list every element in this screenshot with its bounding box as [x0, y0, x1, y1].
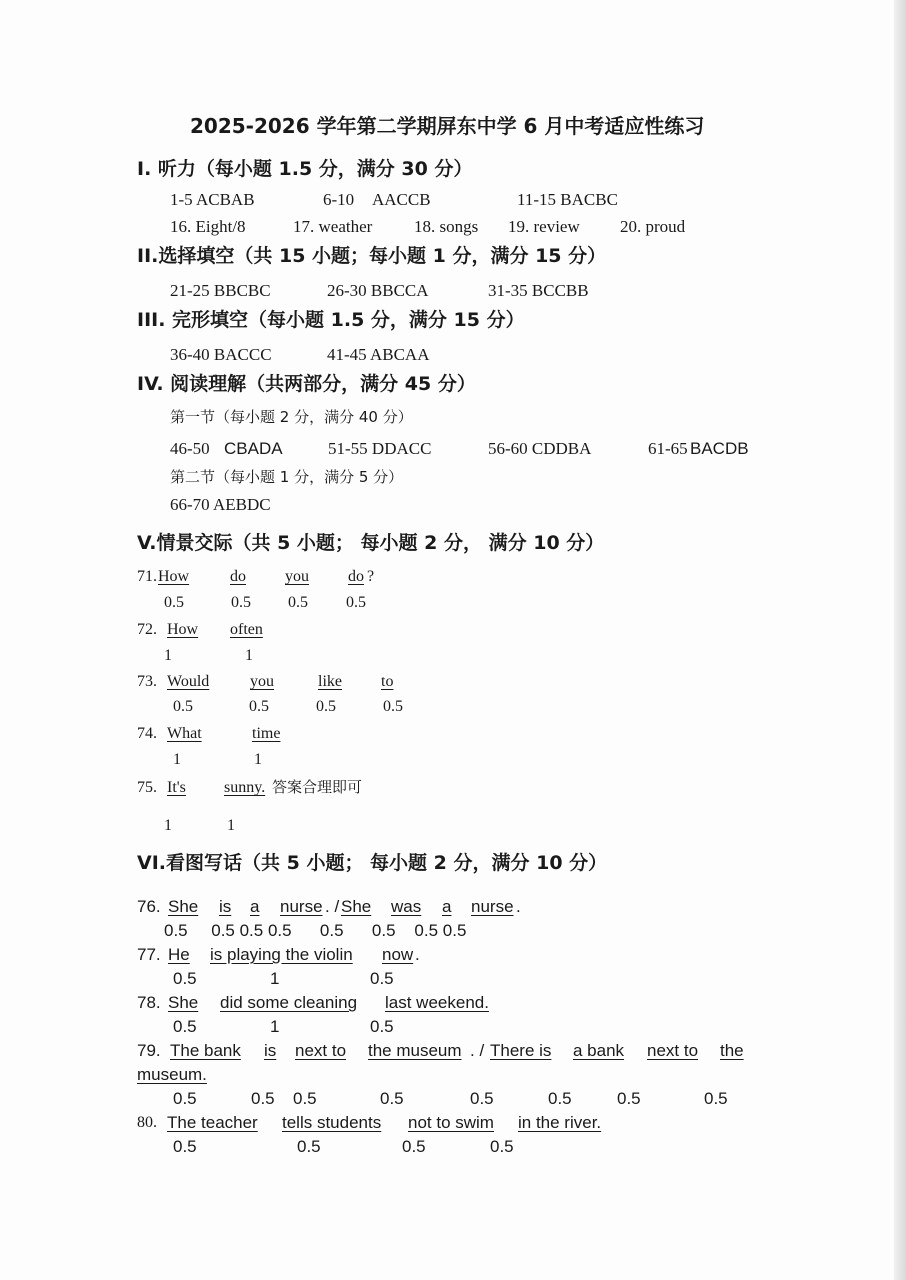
question-number: 75.: [137, 779, 157, 796]
section-5-heading: V.情景交际（共 5 小题； 每小题 2 分， 满分 10 分）: [137, 532, 605, 554]
answer-range: 66-70 AEBDC: [170, 495, 271, 514]
answer-range: 11-15 BACBC: [517, 190, 618, 209]
answer-word: you: [285, 568, 309, 585]
score: 0.5: [383, 698, 403, 715]
answer-word: next to: [295, 1041, 347, 1060]
score: 0.5: [173, 969, 197, 988]
score: 1: [173, 751, 181, 768]
answer-word: the museum: [368, 1041, 462, 1060]
answer-word: often: [230, 621, 263, 638]
answer-word: a bank: [573, 1041, 625, 1060]
punctuation: .: [516, 897, 521, 916]
answer-range: 6-10: [323, 190, 355, 209]
answer-word: a: [250, 897, 260, 916]
answer-range: 26-30 BBCCA: [327, 281, 429, 300]
answer-range: 61-65: [648, 439, 688, 458]
punctuation: ?: [367, 568, 375, 585]
question-number: 79.: [137, 1041, 161, 1060]
question-number: 73.: [137, 673, 157, 690]
score: 0.5: [293, 1089, 317, 1108]
answer-word: to: [381, 673, 394, 690]
score: 0.5: [288, 594, 308, 611]
answer-word: She: [168, 897, 199, 916]
answer-word: last weekend.: [385, 993, 489, 1012]
part-1-label: 第一节（每小题 2 分，满分 40 分）: [170, 408, 413, 426]
score: 1: [254, 751, 262, 768]
answer-word: museum.: [137, 1065, 207, 1084]
answer-word: How: [158, 568, 190, 585]
section-2-heading: II.选择填空（共 15 小题；每小题 1 分，满分 15 分）: [137, 245, 607, 267]
document-title: 2025-2026 学年第二学期屏东中学 6 月中考适应性练习: [190, 114, 705, 138]
answer-word: not to swim: [408, 1113, 494, 1132]
question-number: 71.: [137, 568, 157, 585]
answer-range: 56-60 CDDBA: [488, 439, 592, 458]
answer-word: is: [264, 1041, 277, 1060]
score: 0.5: [173, 1137, 197, 1156]
score: 0.5: [173, 1089, 197, 1108]
score: 0.5: [370, 969, 394, 988]
punctuation: .: [415, 945, 420, 964]
answer-word: next to: [647, 1041, 699, 1060]
answer-range: 51-55 DDACC: [328, 439, 432, 458]
answer-word: sunny.: [224, 779, 266, 796]
answer-word: time: [252, 725, 281, 742]
answer-word: tells students: [282, 1113, 382, 1132]
score: 0.5: [251, 1089, 275, 1108]
answer-word: do: [230, 568, 246, 585]
answer-word: It's: [167, 779, 186, 796]
question-number: 77.: [137, 945, 161, 964]
answer-range: 46-50: [170, 439, 210, 458]
score: 0.5: [316, 698, 336, 715]
score: 0.5: [231, 594, 251, 611]
answer-range: 31-35 BCCBB: [488, 281, 589, 300]
answer-word: There is: [490, 1041, 552, 1060]
part-2-label: 第二节（每小题 1 分，满分 5 分）: [170, 468, 404, 486]
answer-range: 41-45 ABCAA: [327, 345, 430, 364]
answer-word: now: [382, 945, 414, 964]
answer-word: The bank: [170, 1041, 241, 1060]
score: 0.5: [173, 698, 193, 715]
answer-range: AACCB: [372, 190, 431, 209]
answer-word: Would: [167, 673, 210, 690]
question-number: 78.: [137, 993, 161, 1012]
answer-word: like: [318, 673, 342, 690]
section-3-heading: III. 完形填空（每小题 1.5 分，满分 15 分）: [137, 309, 525, 331]
answer-word: is playing the violin: [210, 945, 353, 964]
score: 0.5: [346, 594, 366, 611]
score: 0.5: [617, 1089, 641, 1108]
score: 0.5: [249, 698, 269, 715]
score: 0.5: [704, 1089, 728, 1108]
answer-range: 21-25 BBCBC: [170, 281, 271, 300]
score: 1: [270, 969, 280, 988]
answer-word: was: [391, 897, 422, 916]
answer-word: nurse: [280, 897, 323, 916]
section-1-heading: I. 听力（每小题 1.5 分，满分 30 分）: [137, 158, 473, 180]
answer-range: BACDB: [690, 439, 749, 458]
section-6-heading: VI.看图写话（共 5 小题； 每小题 2 分，满分 10 分）: [137, 852, 608, 874]
question-number: 76.: [137, 897, 161, 916]
answer-range: 36-40 BACCC: [170, 345, 272, 364]
answer-word: the: [720, 1041, 744, 1060]
answer-item: 18. songs: [414, 217, 479, 236]
answer-word: She: [341, 897, 372, 916]
score: 0.5: [490, 1137, 514, 1156]
score: 0.5: [173, 1017, 197, 1036]
score: 0.5: [380, 1089, 404, 1108]
score: 0.5: [297, 1137, 321, 1156]
question-number: 80.: [137, 1114, 157, 1131]
section-4-heading: IV. 阅读理解（共两部分，满分 45 分）: [137, 373, 476, 395]
score: 1: [227, 817, 235, 834]
answer-word: He: [168, 945, 190, 964]
punctuation: . /: [325, 897, 340, 916]
score: 0.5: [402, 1137, 426, 1156]
answer-item: 19. review: [508, 217, 580, 236]
score: 1: [270, 1017, 280, 1036]
answer-word: What: [167, 725, 202, 742]
question-number: 74.: [137, 725, 157, 742]
grading-note: 答案合理即可: [272, 778, 363, 796]
answer-item: 16. Eight/8: [170, 217, 246, 236]
question-number: 72.: [137, 621, 157, 638]
answer-word: nurse: [471, 897, 514, 916]
answer-item: 20. proud: [620, 217, 686, 236]
score: 1: [164, 817, 172, 834]
score: 1: [245, 647, 253, 664]
answer-range: 1-5 ACBAB: [170, 190, 255, 209]
score: 0.5: [164, 594, 184, 611]
answer-word: did some cleaning: [220, 993, 358, 1012]
answer-word: in the river.: [518, 1113, 602, 1132]
answer-word: do: [348, 568, 364, 585]
answer-word: The teacher: [167, 1113, 258, 1132]
answer-word: a: [442, 897, 452, 916]
punctuation: . /: [470, 1041, 485, 1060]
score: 0.5: [548, 1089, 572, 1108]
answer-word: is: [219, 897, 232, 916]
score: 1: [164, 647, 172, 664]
score-row: 0.5 0.5 0.5 0.5 0.5 0.5 0.5 0.5: [164, 921, 467, 940]
score: 0.5: [470, 1089, 494, 1108]
answer-word: She: [168, 993, 199, 1012]
page-edge-shadow: [894, 0, 906, 1280]
answer-item: 17. weather: [293, 217, 373, 236]
score: 0.5: [370, 1017, 394, 1036]
answer-word: you: [250, 673, 274, 690]
answer-range: CBADA: [224, 439, 283, 458]
answer-word: How: [167, 621, 199, 638]
